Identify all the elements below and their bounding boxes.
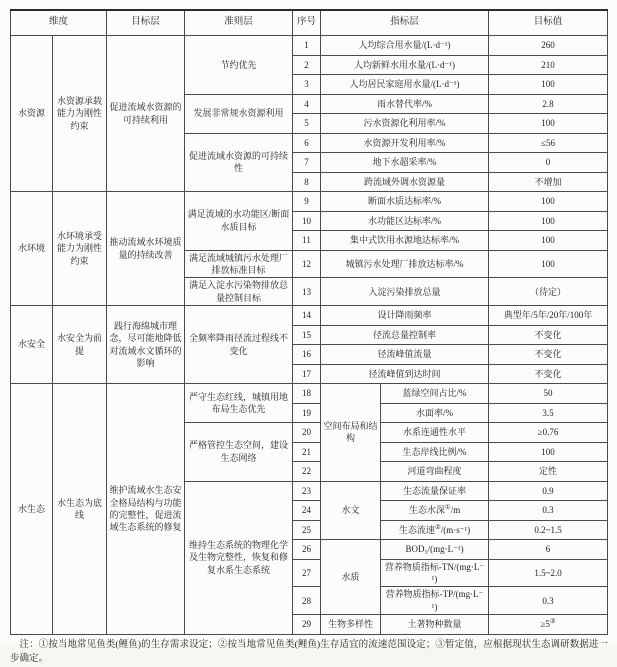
col-header-indicator: 指标层 (321, 10, 489, 36)
row-number: 15 (293, 325, 321, 345)
value-cell: 100 (489, 442, 608, 462)
row-number: 16 (293, 345, 321, 365)
footnote-marker: ② (434, 523, 441, 531)
indicator-cell: 水面率/% (381, 403, 489, 423)
value-cell: 0.9 (489, 481, 608, 501)
row-number: 8 (293, 172, 321, 192)
row-number: 27 (293, 559, 321, 587)
category-cell: 水质 (321, 540, 381, 615)
indicator-cell: 营养物质指标-TP/(mg·L⁻¹) (381, 587, 489, 615)
row-number: 12 (293, 250, 321, 278)
indicator-cell: 城镇污水处理厂排放达标率/% (321, 250, 489, 278)
row-number: 23 (293, 481, 321, 501)
target-cell: 维护流域水生态安全格局结构与功能的完整性，促进流域生态系统的修复 (107, 384, 185, 635)
value-text: ≥5 (540, 619, 550, 630)
value-cell: 50 (489, 384, 608, 404)
col-header-target: 目标层 (107, 10, 185, 36)
row-number: 1 (293, 36, 321, 56)
table-row (11, 384, 608, 404)
value-cell: 不变化 (489, 364, 608, 384)
value-cell: 不变化 (489, 345, 608, 365)
indicator-text: 生态流速 (398, 524, 435, 535)
criteria-cell: 发展非常规水资源利用 (185, 94, 293, 133)
table-row (11, 306, 608, 326)
table-note-text: 注：①按当地常见鱼类(鲤鱼)的生存需求设定；②按当地常见鱼类(鲤鱼)生存适宜的流速范围设定；③暂定值，应根据现状生态调研数据进一步确定。 (10, 639, 608, 665)
indicator-cell: 河道弯曲程度 (381, 462, 489, 482)
row-number: 5 (293, 114, 321, 134)
value-cell: 100 (489, 211, 608, 231)
row-number: 24 (293, 501, 321, 521)
value-cell: 定性 (489, 462, 608, 482)
row-number: 26 (293, 540, 321, 560)
indicator-cell: 土著物种数量 (381, 615, 489, 635)
row-number: 19 (293, 403, 321, 423)
indicator-cell: 水功能区达标率/% (321, 211, 489, 231)
footnote-marker: ① (444, 504, 451, 512)
value-cell: 6 (489, 540, 608, 560)
constraint-cell: 水资源承载能力为刚性约束 (53, 36, 107, 192)
constraint-cell: 水环境承受能力为刚性约束 (53, 192, 107, 306)
indicator-cell: BOD₅/(mg·L⁻¹) (381, 540, 489, 560)
indicator-cell: 蓝绿空间占比/% (381, 384, 489, 404)
value-cell: 不变化 (489, 325, 608, 345)
row-number: 28 (293, 587, 321, 615)
criteria-cell: 维持生态系统的物理化学及生物完整性，恢复和修复水系生态系统 (185, 481, 293, 634)
value-cell: 100 (489, 250, 608, 278)
value-cell (489, 615, 608, 635)
indicator-cell: 雨水替代率/% (321, 94, 489, 114)
row-number: 18 (293, 384, 321, 404)
col-header-criteria: 准则层 (185, 10, 293, 36)
indicator-cell: 生态流量保证率 (381, 481, 489, 501)
indicator-cell: 跨流域外调水资源量 (321, 172, 489, 192)
category-cell: 空间布局和结构 (321, 384, 381, 482)
indicator-unit: /(m·s⁻¹) (440, 524, 471, 535)
value-cell: 2.8 (489, 94, 608, 114)
criteria-cell: 严格管控生态空间，建设生态网络 (185, 423, 293, 482)
row-number: 21 (293, 442, 321, 462)
row-number: 10 (293, 211, 321, 231)
constraint-cell: 水生态为底线 (53, 384, 107, 635)
value-cell: 1.5~2.0 (489, 559, 608, 587)
indicator-text: 生态水深 (408, 505, 445, 516)
value-cell: ≥0.76 (489, 423, 608, 443)
indicator-table (10, 9, 608, 635)
table-row (11, 36, 608, 56)
row-number: 3 (293, 75, 321, 95)
indicator-cell (381, 501, 489, 521)
indicator-cell: 地下水超采率/% (321, 153, 489, 173)
indicator-cell: 设计降雨频率 (321, 306, 489, 326)
indicator-cell: 人均居民家庭用水量/(L·d⁻¹) (321, 75, 489, 95)
criteria-cell: 满足入淀水污染物排放总量控制目标 (185, 278, 293, 306)
row-number: 13 (293, 278, 321, 306)
criteria-cell: 严守生态红线，城镇用地布局生态优先 (185, 384, 293, 423)
indicator-cell: 水资源开发利用率/% (321, 133, 489, 153)
value-cell: 3.5 (489, 403, 608, 423)
row-number: 17 (293, 364, 321, 384)
category-cell: 水文 (321, 481, 381, 540)
indicator-cell: 人均新鲜水用水量/(L·d⁻¹) (321, 55, 489, 75)
value-cell: ≤56 (489, 133, 608, 153)
criteria-cell: 节约优先 (185, 36, 293, 95)
indicator-cell: 污水资源化利用率/% (321, 114, 489, 134)
indicator-cell: 入淀污染排放总量 (321, 278, 489, 306)
row-number: 6 (293, 133, 321, 153)
indicator-cell: 径流峰值到达时间 (321, 364, 489, 384)
criteria-cell: 满足流域城镇污水处理厂排放标准目标 (185, 250, 293, 278)
footnote-marker: ③ (549, 618, 556, 626)
category-cell: 生物多样性 (321, 615, 381, 635)
dimension-cell: 水环境 (11, 192, 53, 306)
row-number: 29 (293, 615, 321, 635)
value-cell: 0.3 (489, 587, 608, 615)
value-cell: 210 (489, 55, 608, 75)
value-cell: （待定） (489, 278, 608, 306)
target-cell: 推动流域水环境质量的持续改善 (107, 192, 185, 306)
col-header-no: 序号 (293, 10, 321, 36)
value-cell: 0 (489, 153, 608, 173)
indicator-cell: 营养物质指标-TN/(mg·L⁻¹) (381, 559, 489, 587)
target-cell: 践行海绵城市理念，尽可能地降低对流域水文循环的影响 (107, 306, 185, 384)
value-cell: 100 (489, 231, 608, 251)
criteria-cell: 满足流域的水功能区/断面水质目标 (185, 192, 293, 251)
col-header-value: 目标值 (489, 10, 608, 36)
target-cell: 促进流域水资源的可持续利用 (107, 36, 185, 192)
row-number: 11 (293, 231, 321, 251)
value-cell: 100 (489, 114, 608, 134)
indicator-cell: 生态岸线比例/% (381, 442, 489, 462)
indicator-unit: /m (450, 505, 461, 516)
value-cell: 0.2~1.5 (489, 520, 608, 540)
row-number: 7 (293, 153, 321, 173)
table-note (10, 638, 608, 667)
row-number: 20 (293, 423, 321, 443)
indicator-cell: 人均综合用水量/(L·d⁻¹) (321, 36, 489, 56)
row-number: 14 (293, 306, 321, 326)
header-row (11, 10, 608, 36)
value-cell: 0.3 (489, 501, 608, 521)
dimension-cell: 水安全 (11, 306, 53, 384)
row-number: 25 (293, 520, 321, 540)
criteria-cell: 全频率降雨径流过程线不变化 (185, 306, 293, 384)
value-cell: 不增加 (489, 172, 608, 192)
row-number: 9 (293, 192, 321, 212)
criteria-cell: 促进流域水资源的可持续性 (185, 133, 293, 192)
dimension-cell: 水生态 (11, 384, 53, 635)
constraint-cell: 水安全为前提 (53, 306, 107, 384)
value-cell: 100 (489, 192, 608, 212)
indicator-cell: 集中式饮用水源地达标率/% (321, 231, 489, 251)
row-number: 22 (293, 462, 321, 482)
value-cell: 典型年/5年/20年/100年 (489, 306, 608, 326)
indicator-cell (381, 520, 489, 540)
indicator-cell: 径流总量控制率 (321, 325, 489, 345)
indicator-cell: 水系连通性水平 (381, 423, 489, 443)
value-cell: 260 (489, 36, 608, 56)
table-row (11, 192, 608, 212)
dimension-cell: 水资源 (11, 36, 53, 192)
value-cell: 100 (489, 75, 608, 95)
indicator-cell: 断面水质达标率/% (321, 192, 489, 212)
row-number: 4 (293, 94, 321, 114)
indicator-cell: 径流峰值流量 (321, 345, 489, 365)
col-header-dimension: 维度 (11, 10, 107, 36)
row-number: 2 (293, 55, 321, 75)
